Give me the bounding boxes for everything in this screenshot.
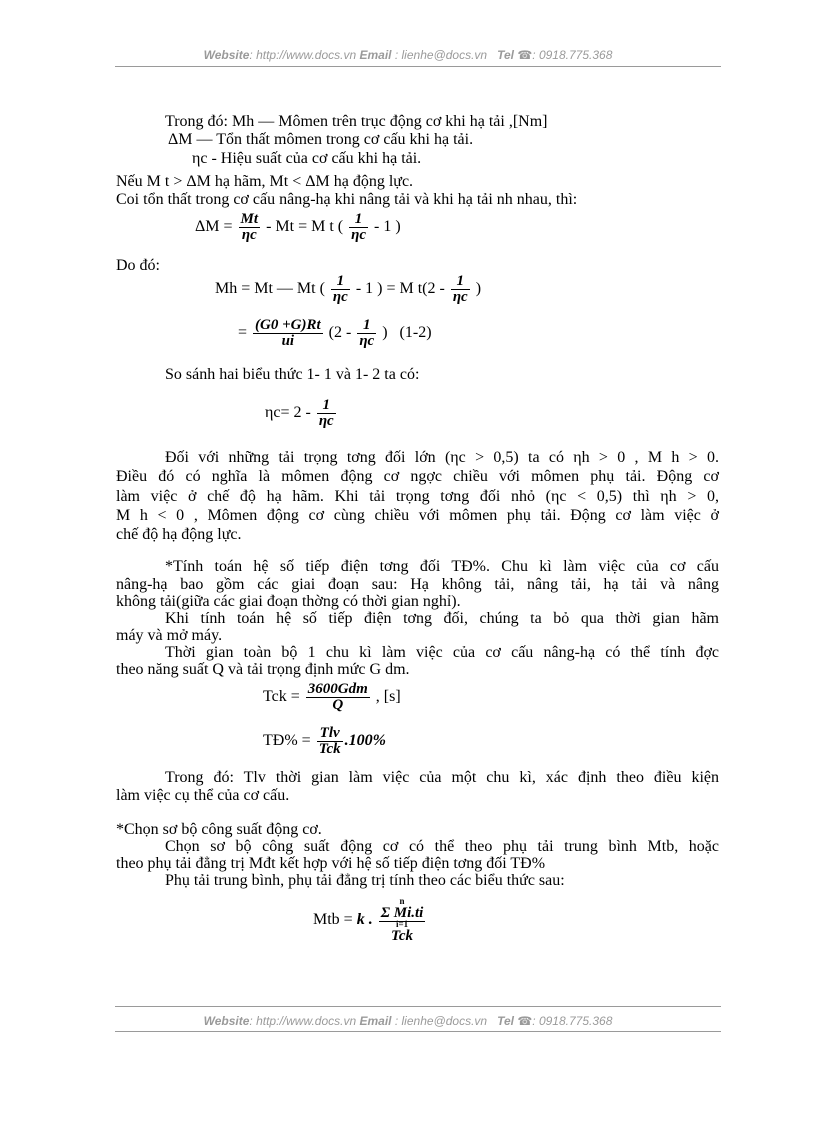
text-line: Đối với những tải trọng tơng đối lớn (ηc > 0,5) ta có ηh > 0 , M h > 0. bbox=[165, 449, 719, 466]
tel-number: ☎: 0918.775.368 bbox=[517, 48, 613, 62]
header-rule bbox=[115, 66, 721, 67]
text-line: Nếu M t > ΔM hạ hãm, Mt < ΔM hạ động lực. bbox=[116, 173, 414, 190]
email-label: Email bbox=[359, 1014, 392, 1028]
website-label: Website bbox=[203, 1014, 250, 1028]
text-line: làm việc cụ thể của cơ cấu. bbox=[116, 787, 290, 804]
text-line: theo phụ tải đẳng trị Mđt kết hợp với hệ số tiếp điện tơng đối TĐ% bbox=[116, 855, 546, 872]
text-line: Trong đó: Mh — Mômen trên trục động cơ khi hạ tải ,[Nm] bbox=[165, 113, 548, 130]
text-line: nâng-hạ bao gồm các giai đoạn sau: Hạ không tải, nâng tải, hạ tải và nâng bbox=[116, 576, 719, 593]
equation-1-2: = $\frac{(G0 +G)Rt}{ui}$ (2 - $\frac{1}{\eta c}$ ) (1-2) bbox=[238, 317, 432, 349]
text-line: Coi tổn thất trong cơ cấu nâng-hạ khi nâng tải và khi hạ tải nh nhau, thì: bbox=[116, 191, 578, 208]
text-line: Điều đó có nghĩa là mômen động cơ ngợc chiều với mômen phụ tải. Động cơ bbox=[116, 468, 719, 485]
text-line: ηc - Hiệu suất của cơ cấu khi hạ tải. bbox=[192, 150, 422, 167]
website-url: : http://www.docs.vn bbox=[249, 1014, 357, 1028]
text-line: làm việc ở chế độ hạ hãm. Khi tải trọng tơng đối nhỏ (ηc < 0,5) thì ηh > 0, bbox=[116, 488, 719, 505]
tel-label: Tel bbox=[497, 1014, 514, 1028]
text-line: M h < 0 , Mômen động cơ cùng chiều với mômen phụ tải. Động cơ làm việc ở bbox=[116, 507, 719, 524]
page-header bbox=[0, 48, 816, 62]
text-line: So sánh hai biểu thức 1- 1 và 1- 2 ta có: bbox=[165, 366, 420, 383]
text-line: không tải(giữa các giai đoạn thờng có thời gian nghỉ). bbox=[116, 593, 461, 610]
equation-eta: ηc= 2 - $\frac{1}{\eta c}$ bbox=[265, 397, 334, 429]
text-line: Thời gian toàn bộ 1 chu kì làm việc của cơ cấu nâng-hạ có thể tính đợc bbox=[165, 644, 719, 661]
text-line: theo năng suất Q và tải trọng định mức G dm. bbox=[116, 661, 410, 678]
equation-mtb: Mtb = k . n Σ Mi.ti i=1 Tck bbox=[313, 896, 424, 944]
email-label: Email bbox=[359, 48, 392, 62]
text-line: *Chọn sơ bộ công suất động cơ. bbox=[116, 821, 322, 838]
text-line: Chọn sơ bộ công suất động cơ có thể theo phụ tải trung bình Mtb, hoặc bbox=[165, 838, 719, 855]
tel-number: ☎: 0918.775.368 bbox=[517, 1014, 613, 1028]
email-address: : lienhe@docs.vn bbox=[394, 1014, 488, 1028]
text-line: *Tính toán hệ số tiếp điện tơng đối TĐ%. Chu kì làm việc của cơ cấu bbox=[165, 558, 719, 575]
website-label: Website bbox=[203, 48, 250, 62]
email-address: : lienhe@docs.vn bbox=[394, 48, 488, 62]
footer-rule-bottom bbox=[115, 1031, 721, 1032]
footer-rule-top bbox=[115, 1006, 721, 1007]
text-line: Khi tính toán hệ số tiếp điện tơng đối, chúng ta bỏ qua thời gian hãm bbox=[165, 610, 719, 627]
text-line: chế độ hạ động lực. bbox=[116, 526, 242, 543]
text-line: Trong đó: Tlv thời gian làm việc của một chu kì, xác định theo điều kiện bbox=[165, 769, 719, 786]
website-url: : http://www.docs.vn bbox=[249, 48, 357, 62]
text-line: máy và mở máy. bbox=[116, 627, 223, 644]
equation-td: TĐ% = $\frac{\text{Tlv}}{\text{Tck}}$ .100% bbox=[263, 725, 386, 757]
equation-mh: Mh = Mt — Mt ( $\frac{1}{\eta c}$ - 1 ) = M t(2 - $\frac{1}{\eta c}$ ) bbox=[215, 273, 482, 305]
page-footer bbox=[0, 1014, 816, 1028]
tel-label: Tel bbox=[497, 48, 514, 62]
text-line: Do đó: bbox=[116, 257, 160, 274]
text-line: ΔM — Tổn thất mômen trong cơ cấu khi hạ tải. bbox=[168, 131, 474, 148]
equation-tck: Tck = $\frac{\text{3600Gdm}}{Q}$ , [s] bbox=[263, 681, 401, 713]
equation-delta-m: ΔM = $\frac{Mt}{\eta c}$ - Mt = M t ( $\frac{1}{\eta c}$ - 1 ) bbox=[195, 211, 401, 243]
text-line: Phụ tải trung bình, phụ tải đẳng trị tính theo các biểu thức sau: bbox=[165, 872, 565, 889]
